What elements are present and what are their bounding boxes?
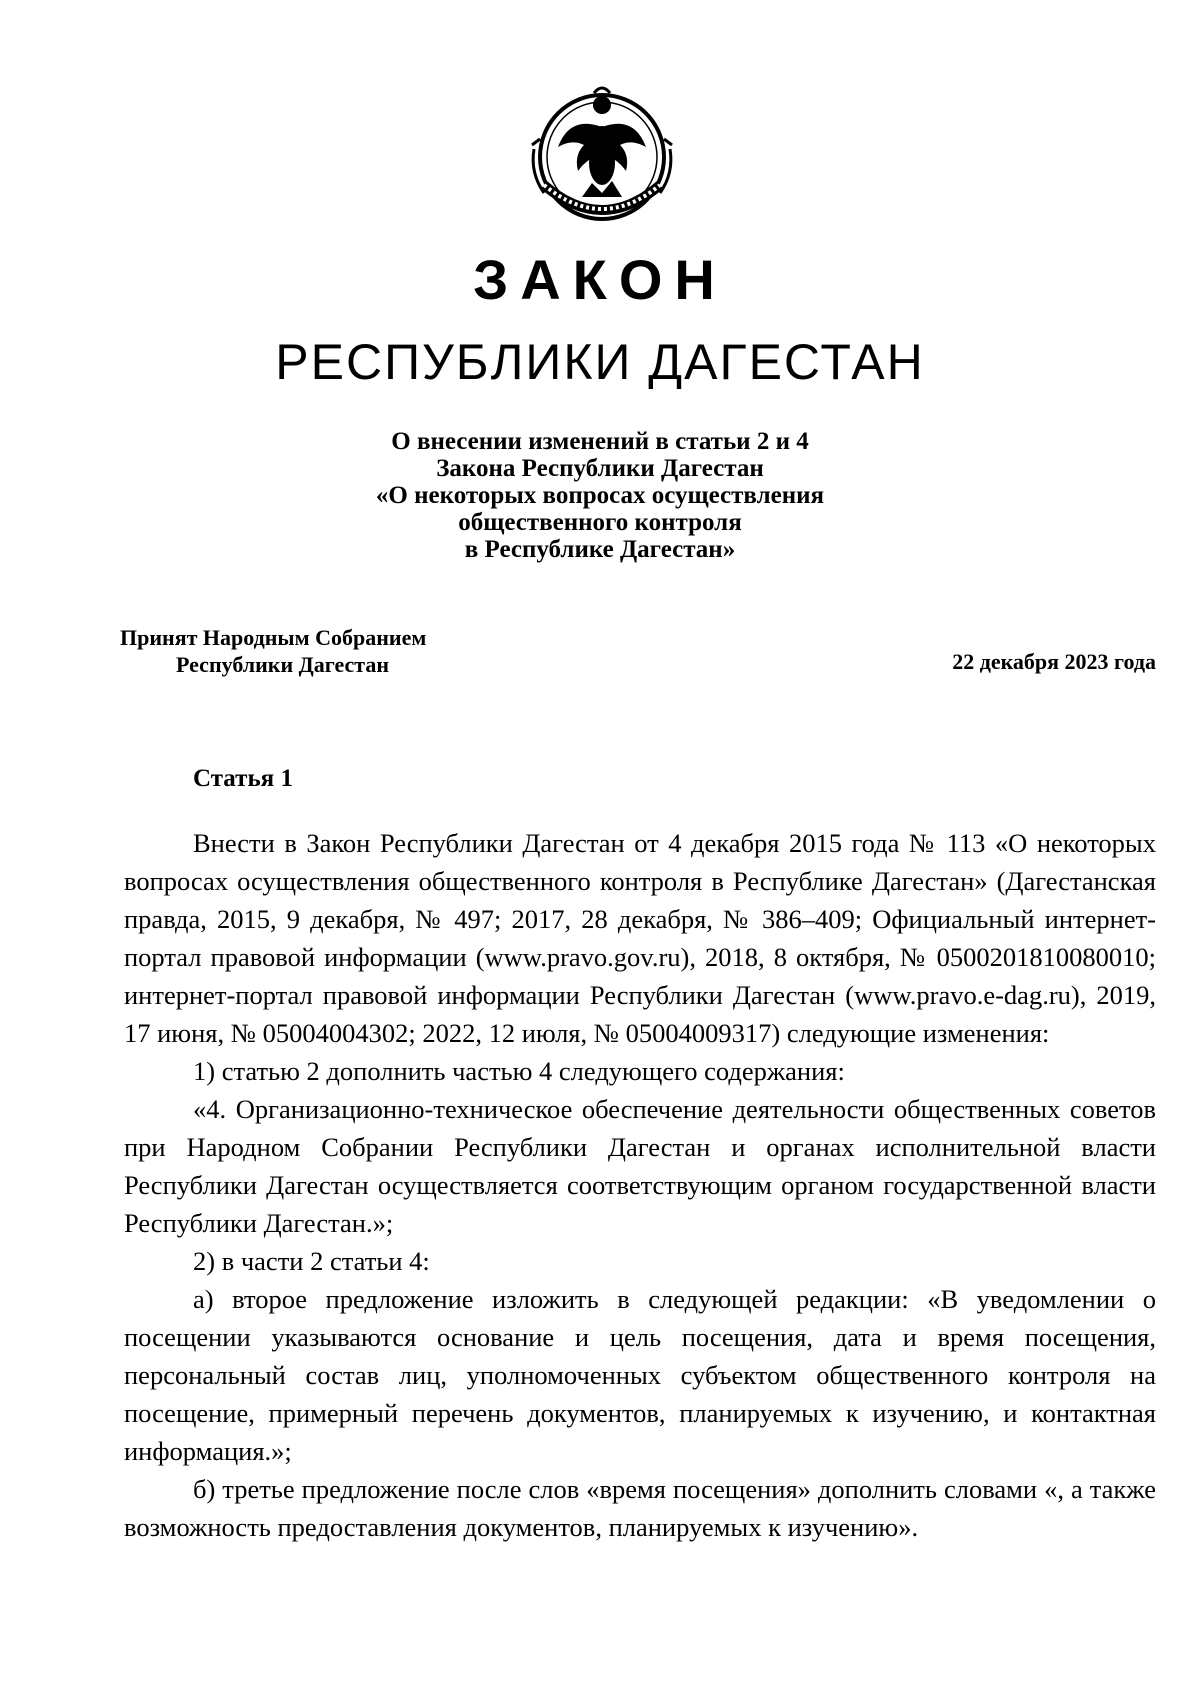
article-paragraph: «4. Организационно-техническое обеспечение деятельности общественных советов при Народном Собрании Республики Дагестан и органах исполнительной власти Республики Дагестан осуществляется соответствующим органом государственной власти Республики Дагестан.»; bbox=[124, 1094, 1156, 1238]
title-line: в Республике Дагестан» bbox=[464, 536, 736, 563]
article-heading: Статья 1 bbox=[193, 765, 293, 792]
article-body bbox=[124, 824, 1156, 1546]
dagestan-coat-of-arms-icon bbox=[522, 75, 682, 235]
article-paragraph: Внести в Закон Республики Дагестан от 4 декабря 2015 года № 113 «О некоторых вопросах осуществления общественного контроля в Республике Дагестан» (Дагестанская правда, 2015, 9 декабря, № 497; 2017, 28 декабря, № 386–409; Официальный интернет-портал правовой информации (www.pravo.gov.ru), 2018, 8 октября, № 0500201810080010; интернет-портал правовой информации Республики Дагестан (www.pravo.e-dag.ru), 2019, 17 июня, № 05004004302; 2022, 12 июля, № 05004009317) следующие изменения: bbox=[124, 828, 1156, 1048]
article-paragraph: 1) статью 2 дополнить частью 4 следующего содержания: bbox=[193, 1056, 845, 1086]
title-line: общественного контроля bbox=[458, 509, 742, 536]
document-type: ЗАКОН bbox=[473, 248, 727, 311]
article-paragraph: 2) в части 2 статьи 4: bbox=[193, 1246, 430, 1276]
document-title bbox=[300, 428, 900, 563]
adoption-note bbox=[120, 624, 426, 678]
adoption-line: Принят Народным Собранием bbox=[120, 625, 427, 650]
adoption-date: 22 декабря 2023 года bbox=[952, 649, 1156, 674]
document-issuer: РЕСПУБЛИКИ ДАГЕСТАН bbox=[275, 334, 925, 390]
title-line: Закона Республики Дагестан bbox=[436, 455, 764, 482]
adoption-line: Республики Дагестан bbox=[176, 652, 390, 677]
article-paragraph: б) третье предложение после слов «время посещения» дополнить словами «, а также возможность предоставления документов, планируемых к изучению». bbox=[124, 1474, 1156, 1542]
title-line: «О некоторых вопросах осуществления bbox=[375, 482, 825, 509]
article-paragraph: а) второе предложение изложить в следующей редакции: «В уведомлении о посещении указываются основание и цель посещения, дата и время посещения, персональный состав лиц, уполномоченных субъектом общественного контроля на посещение, примерный перечень документов, планируемых к изучению, и контактная информация.»; bbox=[124, 1284, 1156, 1466]
title-line: О внесении изменений в статьи 2 и 4 bbox=[391, 428, 809, 455]
